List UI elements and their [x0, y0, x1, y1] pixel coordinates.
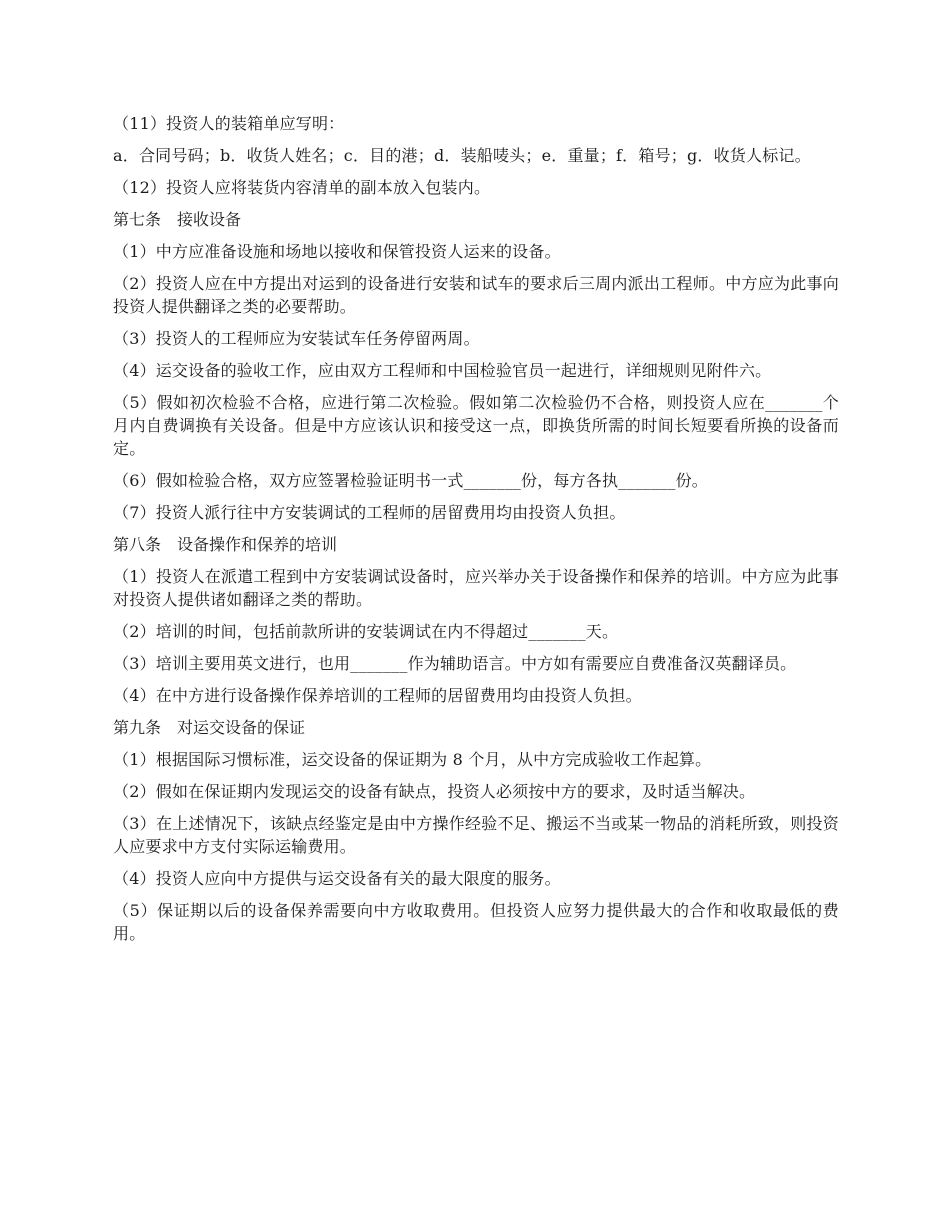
article-7-item-5: （5）假如初次检验不合格，应进行第二次检验。假如第二次检验仍不合格，则投资人应在_______个月内自费调换有关设备。但是中方应该认识和接受这一点，即换货所需的时间长短要看所换的设备而定。: [113, 393, 839, 458]
article-8-item-4: （4）在中方进行设备操作保养培训的工程师的居留费用均由投资人负担。: [113, 686, 642, 705]
article-8-item-3: （3）培训主要用英文进行，也用_______作为辅助语言。中方如有需要应自费准备汉英翻译员。: [113, 654, 797, 673]
clause-12-content-list: （12）投资人应将装货内容清单的副本放入包装内。: [113, 178, 491, 197]
article-8-item-2: （2）培训的时间，包括前款所讲的安装调试在内不得超过_______天。: [113, 622, 619, 641]
article-9-item-3: （3）在上述情况下，该缺点经鉴定是由中方操作经验不足、搬运不当或某一物品的消耗所致，则投资人应要求中方支付实际运输费用。: [113, 814, 839, 856]
document-page: [113, 112, 839, 954]
article-7-item-3: （3）投资人的工程师应为安装试车任务停留两周。: [113, 329, 480, 348]
article-7-item-7: （7）投资人派行往中方安装调试的工程师的居留费用均由投资人负担。: [113, 503, 626, 522]
article-8-item-1: （1）投资人在派遣工程到中方安装调试设备时，应兴举办关于设备操作和保养的培训。中方应为此事对投资人提供诸如翻译之类的帮助。: [113, 567, 839, 609]
article-9-heading: 第九条 对运交设备的保证: [113, 718, 306, 737]
packing-list-items: a．合同号码；b．收货人姓名；c．目的港；d．装船唛头；e．重量；f．箱号；g．收货人标记。: [113, 146, 811, 165]
article-9-item-2: （2）假如在保证期内发现运交的设备有缺点，投资人必须按中方的要求，及时适当解决。: [113, 782, 756, 801]
article-8-heading: 第八条 设备操作和保养的培训: [113, 535, 338, 554]
article-9-item-1: （1）根据国际习惯标准，运交设备的保证期为 8 个月，从中方完成验收工作起算。: [113, 750, 712, 769]
article-7-item-4: （4）运交设备的验收工作，应由双方工程师和中国检验官员一起进行，详细规则见附件六。: [113, 361, 772, 380]
article-9-item-5: （5）保证期以后的设备保养需要向中方收取费用。但投资人应努力提供最大的合作和收取最低的费用。: [113, 901, 839, 943]
article-7-item-1: （1）中方应准备设施和场地以接收和保管投资人运来的设备。: [113, 242, 561, 261]
article-7-item-2: （2）投资人应在中方提出对运到的设备进行安装和试车的要求后三周内派出工程师。中方应为此事向投资人提供翻译之类的必要帮助。: [113, 274, 839, 316]
article-7-heading: 第七条 接收设备: [113, 210, 242, 229]
clause-11-packing-list: （11）投资人的装箱单应写明：: [113, 114, 345, 133]
article-7-item-6: （6）假如检验合格，双方应签署检验证明书一式_______份，每方各执_______份。: [113, 471, 708, 490]
article-9-item-4: （4）投资人应向中方提供与运交设备有关的最大限度的服务。: [113, 869, 561, 888]
